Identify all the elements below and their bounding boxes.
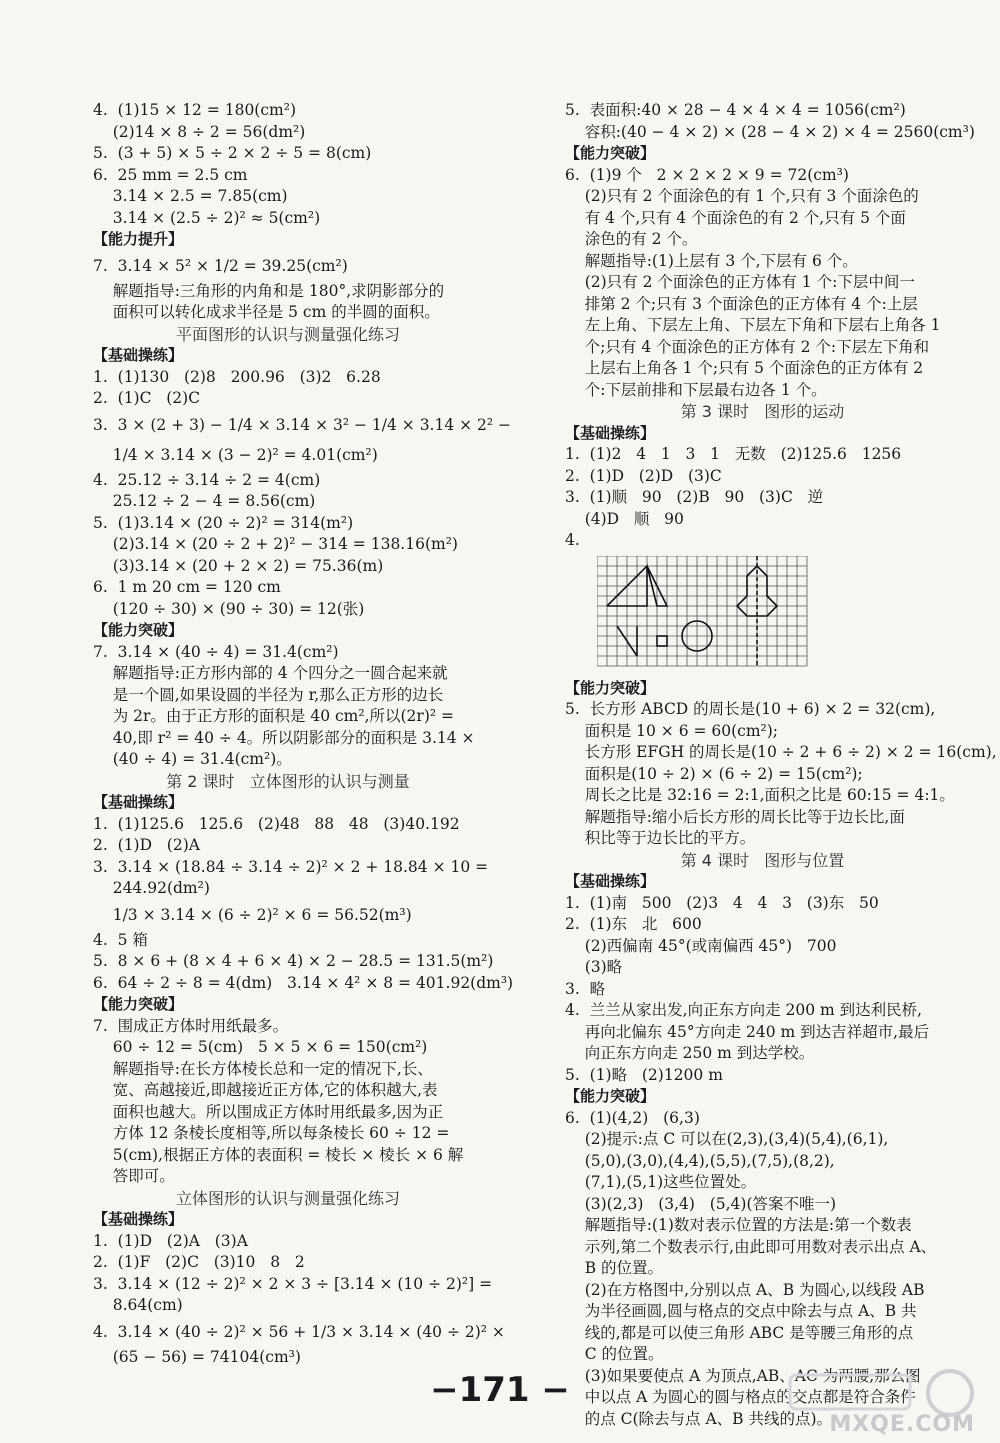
text-line: 2. (1)D (2)A: [93, 836, 200, 854]
text-line: 5. (3 + 5) × 5 ÷ 2 × 2 ÷ 5 = 8(cm): [93, 144, 372, 162]
text-line: 【基础操练】: [565, 872, 656, 890]
text-line: 7. 3.14 × 5² × 1/2 = 39.25(cm²): [93, 256, 348, 275]
text-line: 244.92(dm²): [93, 879, 210, 897]
text-line: 1. (1)南 500 (2)3 4 4 3 (3)东 50: [565, 893, 879, 912]
text-line: (40 ÷ 4) = 31.4(cm²)。: [93, 750, 292, 768]
text-line: 解题指导:正方形内部的 4 个四分之一圆合起来就: [93, 664, 448, 682]
text-line: 容积:(40 − 4 × 2) × (28 − 4 × 2) × 4 = 2560(cm³): [565, 122, 975, 141]
text-line: 6. 25 mm = 2.5 cm: [93, 165, 248, 184]
text-line: 7. 3.14 × (40 ÷ 4) = 31.4(cm²): [93, 642, 339, 661]
text-line: 5(cm),根据正方体的表面积 = 棱长 × 棱长 × 6 解: [93, 1145, 464, 1164]
text-line: 中以点 A 为圆心的圆与格点的交点都是符合条件: [565, 1388, 916, 1406]
text-line: 个;只有 4 个面涂色的正方体有 2 个:下层左下角和: [565, 337, 930, 356]
text-line: (5,0),(3,0),(4,4),(5,5),(7,5),(8,2),: [565, 1151, 835, 1170]
text-line: C 的位置。: [565, 1345, 664, 1363]
text-line: 个:下层前排和下层最右边各 1 个。: [565, 380, 827, 399]
text-line: 8.64(cm): [93, 1296, 183, 1314]
text-line: 长方形 EFGH 的周长是(10 ÷ 2 + 6 ÷ 2) × 2 = 16(cm),: [565, 743, 997, 761]
text-line: 第 4 课时 图形与位置: [680, 850, 845, 870]
text-line: 面积也越大。所以围成正方体时用纸最多,因为正: [93, 1102, 444, 1121]
text-line: (2)14 × 8 ÷ 2 = 56(dm²): [93, 122, 306, 141]
text-line: 3. 3.14 × (12 ÷ 2)² × 2 × 3 ÷ [3.14 × (10 ÷ 2)²] =: [93, 1274, 493, 1293]
text-line: 有 4 个,只有 4 个面涂色的有 2 个,只有 5 个面: [565, 208, 906, 227]
text-line: 左上角、下层左上角、下层左下角和下层右上角各 1: [565, 316, 941, 334]
text-line: 周长之比是 32:16 = 2:1,面积之比是 60:15 = 4:1。: [565, 786, 955, 804]
text-line: 【能力突破】: [565, 678, 656, 697]
text-line: 2. (1)F (2)C (3)10 8 2: [93, 1253, 305, 1271]
text-line: 3. 3 × (2 + 3) − 1/4 × 3.14 × 3² − 1/4 × 3.14 × 2² −: [93, 415, 512, 434]
text-line: 【基础操练】: [93, 1210, 184, 1228]
text-line: 3. (1)顺 90 (2)B 90 (3)C 逆: [565, 488, 824, 506]
text-line: 【能力突破】: [93, 995, 184, 1013]
text-line: 涂色的有 2 个。: [565, 230, 698, 248]
text-line: 5. (1)3.14 × (20 ÷ 2)² = 314(m²): [93, 513, 354, 532]
text-line: 4. (1)15 × 12 = 180(cm²): [93, 101, 296, 119]
text-line: 6. (1)(4,2) (6,3): [565, 1108, 700, 1127]
text-line: 5. 8 × 6 + (8 × 4 + 6 × 4) × 2 − 28.5 = 131.5(m²): [93, 952, 494, 970]
page-number: −171 −: [430, 1370, 570, 1410]
text-line: 再向北偏东 45°方向走 240 m 到达吉祥超市,最后: [565, 1022, 930, 1041]
text-line: 为 2r。由于正方形的面积是 40 cm²,所以(2r)² =: [93, 707, 454, 725]
text-line: 1. (1)130 (2)8 200.96 (3)2 6.28: [93, 367, 381, 386]
text-line: 25.12 ÷ 2 − 4 = 8.56(cm): [93, 492, 316, 510]
text-line: 是一个圆,如果设圆的半径为 r,那么正方形的边长: [93, 685, 444, 704]
text-line: 解题指导:在长方体棱长总和一定的情况下,长、: [93, 1059, 433, 1078]
left-column: [93, 100, 514, 1368]
text-line: 7. 围成正方体时用纸最多。: [93, 1016, 289, 1035]
text-line: 2. (1)东 北 600: [565, 915, 702, 933]
text-line: 【能力提升】: [93, 230, 184, 248]
text-line: 第 3 课时 图形的运动: [680, 402, 845, 421]
text-line: 3. 略: [565, 979, 606, 998]
text-line: 立体图形的认识与测量强化练习: [175, 1188, 400, 1208]
text-line: 【基础操练】: [565, 423, 656, 442]
text-line: (120 ÷ 30) × (90 ÷ 30) = 12(张): [93, 599, 365, 618]
text-line: B 的位置。: [565, 1259, 664, 1277]
text-line: 5. 表面积:40 × 28 − 4 × 4 × 4 = 1056(cm²): [565, 101, 906, 119]
text-line: 线的,都是可以使三角形 ABC 是等腰三角形的点: [565, 1323, 914, 1342]
text-line: (7,1),(5,1)这些位置处。: [565, 1173, 757, 1191]
text-line: 6. 64 ÷ 2 ÷ 8 = 4(dm) 3.14 × 4² × 8 = 401.92(dm³): [93, 973, 514, 992]
text-line: 【能力突破】: [565, 1087, 656, 1105]
text-line: 的点 C(除去与点 A、B 共线的点)。: [565, 1409, 833, 1428]
text-line: 6. (1)9 个 2 × 2 × 2 × 9 = 72(cm³): [565, 165, 849, 184]
text-line: 【基础操练】: [93, 793, 184, 811]
text-line: 示列,第二个数表示行,由此即可用数对表示出点 A、: [565, 1237, 937, 1256]
text-line: 第 2 课时 立体图形的认识与测量: [166, 771, 410, 791]
text-line: 解题指导:缩小后长方形的周长比等于边长比,面: [565, 807, 905, 826]
text-line: 4. 5 箱: [93, 930, 148, 949]
text-line: 3. 3.14 × (18.84 ÷ 3.14 ÷ 2)² × 2 + 18.84 × 10 =: [93, 857, 489, 876]
text-line: 向正东方向走 250 m 到达学校。: [565, 1044, 815, 1062]
text-line: 【能力突破】: [93, 621, 184, 639]
text-line: 40,即 r² = 40 ÷ 4。所以阴影部分的面积是 3.14 ×: [93, 728, 475, 747]
text-line: 积比等于边长比的平方。: [565, 829, 756, 847]
text-line: (3)(2,3) (3,4) (5,4)(答案不唯一): [565, 1194, 837, 1213]
text-line: (3)如果要使点 A 为顶点,AB、AC 为两腰,那么图: [565, 1366, 921, 1385]
text-line: 4. 兰兰从家出发,向正东方向走 200 m 到达利民桥,: [565, 1001, 923, 1019]
text-line: 解题指导:(1)数对表示位置的方法是:第一个数表: [565, 1216, 912, 1234]
text-line: 60 ÷ 12 = 5(cm) 5 × 5 × 6 = 150(cm²): [93, 1038, 428, 1056]
text-line: (4)D 顺 90: [565, 509, 684, 528]
text-line: 6. 1 m 20 cm = 120 cm: [93, 578, 281, 596]
text-line: 4. 3.14 × (40 ÷ 2)² × 56 + 1/3 × 3.14 × (40 ÷ 2)² ×: [93, 1322, 505, 1341]
text-line: 解题指导:(1)上层有 3 个,下层有 6 个。: [565, 251, 858, 270]
text-line: (2)提示:点 C 可以在(2,3),(3,4)(5,4),(6,1),: [565, 1130, 889, 1148]
text-line: 2. (1)D (2)D (3)C: [565, 466, 722, 485]
text-line: 面积是 10 × 6 = 60(cm²);: [565, 721, 779, 740]
text-line: 1. (1)125.6 125.6 (2)48 88 48 (3)40.192: [93, 814, 460, 833]
text-line: 为半径画圆,圆与格点的交点中除去与点 A、B 共: [565, 1302, 917, 1320]
text-line: 【基础操练】: [93, 346, 184, 364]
text-line: 5. (1)略 (2)1200 m: [565, 1065, 723, 1084]
text-line: 4.: [565, 531, 580, 549]
text-line: (3)略: [565, 958, 623, 976]
text-line: 宽、高越接近,即越接近正方体,它的体积越大,表: [93, 1081, 438, 1099]
text-line: 5. 长方形 ABCD 的周长是(10 + 6) × 2 = 32(cm),: [565, 700, 936, 718]
text-line: 1. (1)D (2)A (3)A: [93, 1231, 248, 1250]
text-line: 排第 2 个;只有 3 个面涂色的正方体有 4 个:上层: [565, 294, 918, 313]
text-line: 1/3 × 3.14 × (6 ÷ 2)² × 6 = 56.52(m³): [93, 905, 412, 924]
text-line: 4. 25.12 ÷ 3.14 ÷ 2 = 4(cm): [93, 470, 321, 489]
right-column: [565, 100, 997, 1430]
text-line: 2. (1)C (2)C: [93, 389, 201, 407]
text-line: 【能力突破】: [565, 144, 656, 162]
text-line: (65 − 56) = 74104(cm³): [93, 1347, 301, 1366]
text-line: 3.14 × (2.5 ÷ 2)² ≈ 5(cm²): [93, 208, 321, 227]
text-line: (2)只有 2 个面涂色的有 1 个,只有 3 个面涂色的: [565, 187, 919, 205]
text-line: 面积可以转化成求半径是 5 cm 的半圆的面积。: [93, 303, 440, 321]
text-line: (3)3.14 × (20 + 2 × 2) = 75.36(m): [93, 556, 384, 575]
text-line: (2)西偏南 45°(或南偏西 45°) 700: [565, 936, 837, 955]
text-line: 解题指导:三角形的内角和是 180°,求阴影部分的: [93, 281, 445, 300]
transformation-grid-figure: [597, 556, 812, 676]
text-line: 答即可。: [93, 1167, 175, 1185]
text-line: 平面图形的认识与测量强化练习: [175, 324, 400, 344]
text-line: (2)只有 2 个面涂色的正方体有 1 个:下层中间一: [565, 273, 915, 291]
text-line: (2)在方格图中,分别以点 A、B 为圆心,以线段 AB: [565, 1280, 925, 1299]
watermark-text: MXQE.COM: [829, 1412, 975, 1437]
text-line: 面积是(10 ÷ 2) × (6 ÷ 2) = 15(cm²);: [565, 764, 863, 783]
text-line: 3.14 × 2.5 = 7.85(cm): [93, 187, 288, 205]
text-line: 1/4 × 3.14 × (3 − 2)² = 4.01(cm²): [93, 445, 378, 464]
text-line: 上层右上角各 1 个;只有 5 个面涂色的正方体有 2: [565, 359, 924, 377]
text-line: 方体 12 条棱长度相等,所以每条棱长 60 ÷ 12 =: [93, 1124, 450, 1142]
text-line: 1. (1)2 4 1 3 1 无数 (2)125.6 1256: [565, 445, 902, 463]
text-line: (2)3.14 × (20 ÷ 2 + 2)² − 314 = 138.16(m²): [93, 535, 458, 553]
